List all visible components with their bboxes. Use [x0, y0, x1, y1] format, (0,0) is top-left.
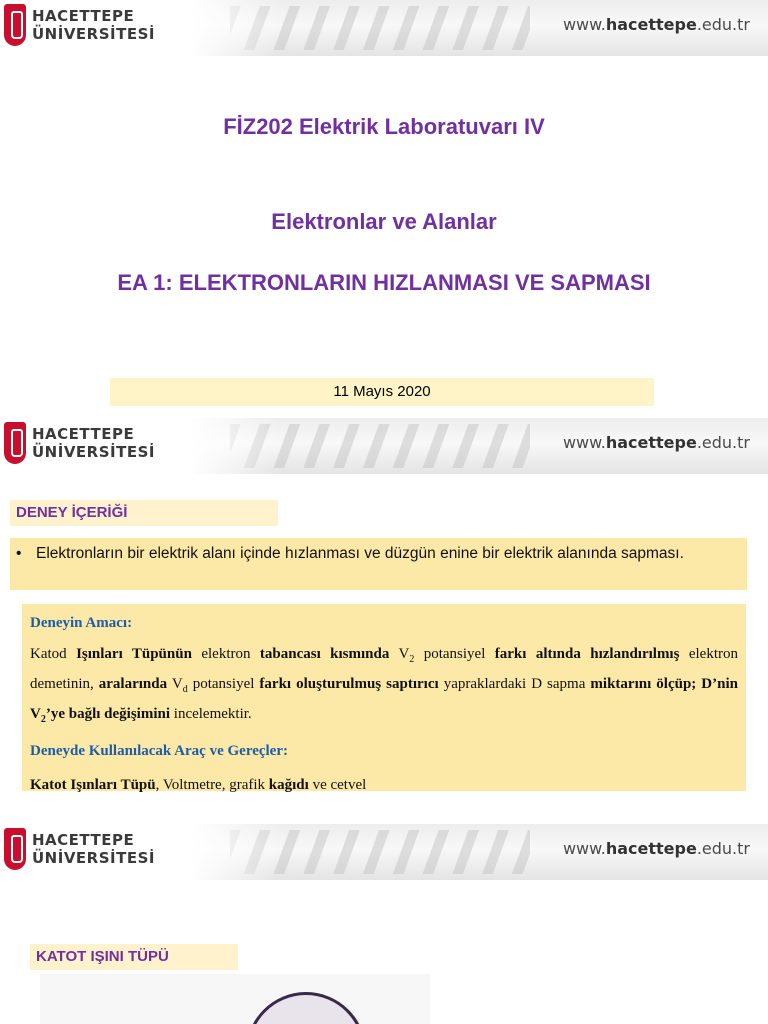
date-box: 11 Mayıs 2020 — [110, 378, 654, 406]
logo-emblem-icon — [4, 828, 26, 870]
logo-line2: ÜNİVERSİTESİ — [32, 25, 155, 43]
logo-line2: ÜNİVERSİTESİ — [32, 443, 155, 461]
university-logo — [4, 422, 188, 468]
slide-tube — [0, 824, 768, 1024]
university-logo — [4, 828, 188, 874]
bullet-text: Elektronların bir elektrik alanı içinde hızlanması ve düzgün enine bir elektrik alanında sapması. — [36, 545, 684, 562]
tools-heading: Deneyde Kullanılacak Araç ve Gereçler: — [30, 743, 288, 759]
logo-emblem-icon — [4, 422, 26, 464]
slide-header — [0, 418, 768, 474]
section-label-katot-isini-tupu: KATOT IŞINI TÜPÜ — [30, 944, 238, 970]
slide-title — [0, 0, 768, 414]
site-url: www.hacettepe.edu.tr — [562, 433, 750, 452]
site-url: www.hacettepe.edu.tr — [562, 15, 750, 34]
logo-line1: HACETTEPE — [32, 7, 135, 25]
section-title: Elektronlar ve Alanlar — [271, 209, 497, 234]
experiment-title: EA 1: ELEKTRONLARIN HIZLANMASI VE SAPMASI — [117, 270, 651, 295]
course-title: FİZ202 Elektrik Laboratuvarı IV — [223, 114, 545, 139]
section-label-deney-icerigi: DENEY İÇERİĞİ — [10, 500, 278, 526]
slide-header — [0, 824, 768, 880]
content-bullet — [10, 538, 747, 590]
logo-line2: ÜNİVERSİTESİ — [32, 849, 155, 867]
slide-header — [0, 0, 768, 56]
logo-line1: HACETTEPE — [32, 831, 135, 849]
bullet-icon: • — [16, 545, 22, 562]
university-logo — [4, 4, 188, 50]
tube-image-area — [40, 974, 430, 1024]
aim-box — [22, 604, 746, 791]
aim-paragraph: Katod Işınları Tüpünün elektron tabancası kısmında $V_2$ potansiyel farkı altında hızlandırılmış elektron demetinin, aralarında $V_d$ potansiyel farkı oluşturulmuş saptırıcı yapraklardaki D sapma miktarını ölçüp; D’nin $V_2’ye$ bağlı değişimini incelemektir. — [30, 646, 739, 725]
tools-text: Katot Işınları Tüpü, Voltmetre, grafik kağıdı ve cetvel — [30, 777, 367, 793]
slide-content — [0, 418, 768, 820]
aim-heading: Deneyin Amacı: — [30, 615, 133, 631]
site-url: www.hacettepe.edu.tr — [562, 839, 750, 858]
logo-line1: HACETTEPE — [32, 425, 135, 443]
logo-emblem-icon — [4, 4, 26, 46]
